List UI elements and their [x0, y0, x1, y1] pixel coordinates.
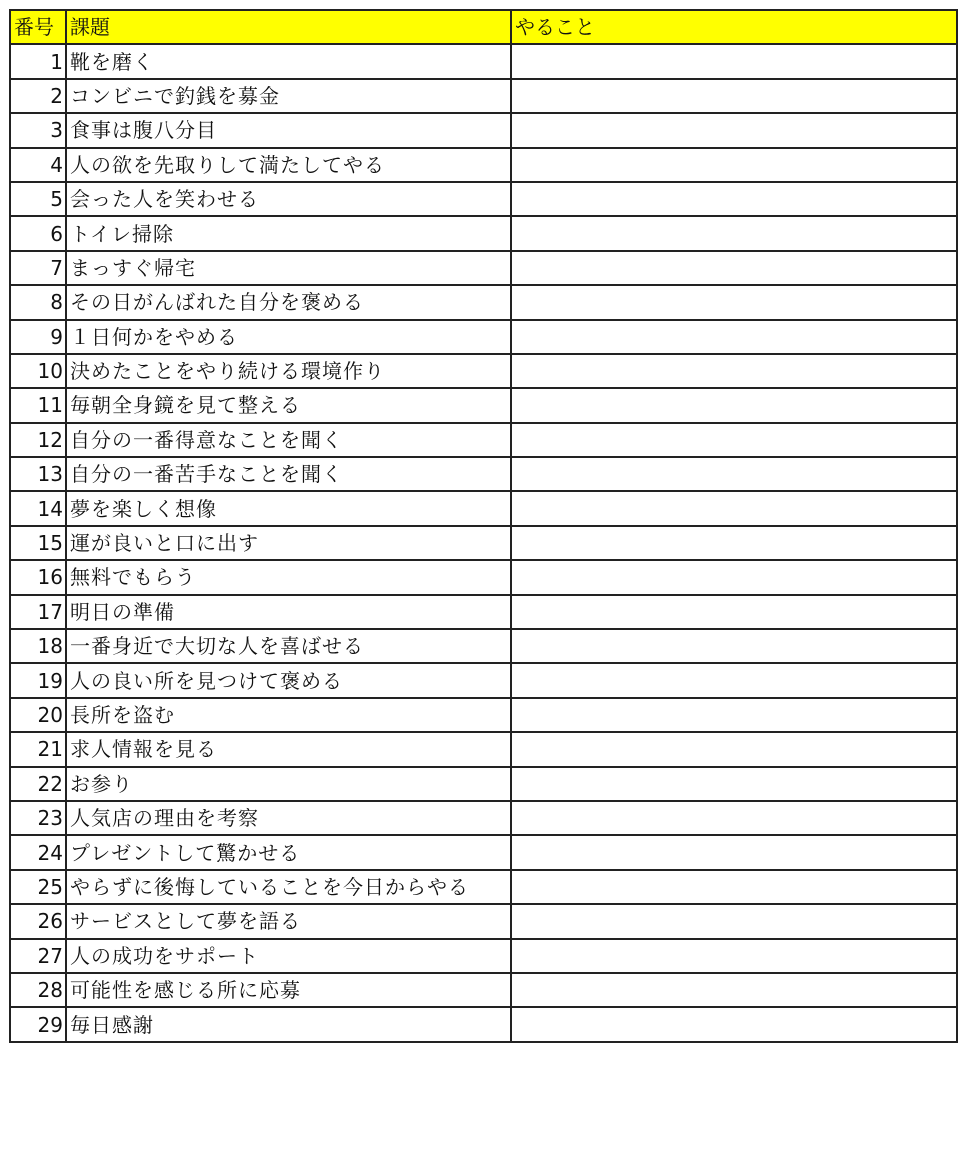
row-number-cell[interactable]: 9 [10, 320, 66, 354]
todo-cell[interactable] [511, 457, 957, 491]
table-row [10, 354, 957, 388]
row-number-cell[interactable]: 27 [10, 939, 66, 973]
table-row [10, 423, 957, 457]
todo-cell[interactable] [511, 354, 957, 388]
table-header [10, 10, 957, 44]
task-cell[interactable]: 長所を盗む [66, 698, 511, 732]
row-number-cell[interactable]: 12 [10, 423, 66, 457]
table-row [10, 1007, 957, 1041]
row-number-cell[interactable]: 11 [10, 388, 66, 422]
table-row [10, 216, 957, 250]
todo-cell[interactable] [511, 491, 957, 525]
table-row [10, 767, 957, 801]
table-row [10, 79, 957, 113]
task-cell[interactable]: サービスとして夢を語る [66, 904, 511, 938]
row-number-cell[interactable]: 2 [10, 79, 66, 113]
row-number-cell[interactable]: 6 [10, 216, 66, 250]
task-cell[interactable]: 人の成功をサポート [66, 939, 511, 973]
table-row [10, 595, 957, 629]
table-row [10, 560, 957, 594]
task-cell[interactable]: 無料でもらう [66, 560, 511, 594]
row-number-cell[interactable]: 20 [10, 698, 66, 732]
row-number-cell[interactable]: 1 [10, 44, 66, 78]
task-cell[interactable]: 毎朝全身鏡を見て整える [66, 388, 511, 422]
row-number-cell[interactable]: 23 [10, 801, 66, 835]
table-row [10, 663, 957, 697]
task-sheet [9, 9, 958, 1043]
task-cell[interactable]: １日何かをやめる [66, 320, 511, 354]
todo-cell[interactable] [511, 732, 957, 766]
todo-cell[interactable] [511, 182, 957, 216]
todo-cell[interactable] [511, 1007, 957, 1041]
table-row [10, 870, 957, 904]
table-row [10, 113, 957, 147]
table-body [10, 44, 957, 1041]
task-cell[interactable]: 自分の一番苦手なことを聞く [66, 457, 511, 491]
todo-cell[interactable] [511, 44, 957, 78]
table-row [10, 285, 957, 319]
task-cell[interactable]: 一番身近で大切な人を喜ばせる [66, 629, 511, 663]
table-row [10, 44, 957, 78]
task-cell[interactable]: 明日の準備 [66, 595, 511, 629]
task-cell[interactable]: まっすぐ帰宅 [66, 251, 511, 285]
row-number-cell[interactable]: 16 [10, 560, 66, 594]
todo-cell[interactable] [511, 216, 957, 250]
task-cell[interactable]: コンビニで釣銭を募金 [66, 79, 511, 113]
todo-cell[interactable] [511, 423, 957, 457]
header-row [10, 10, 957, 44]
todo-cell[interactable] [511, 939, 957, 973]
todo-cell[interactable] [511, 663, 957, 697]
task-cell[interactable]: 求人情報を見る [66, 732, 511, 766]
table-row [10, 251, 957, 285]
table-row [10, 939, 957, 973]
task-cell[interactable]: 人の欲を先取りして満たしてやる [66, 148, 511, 182]
table-row [10, 148, 957, 182]
row-number-cell[interactable]: 7 [10, 251, 66, 285]
task-cell[interactable]: 人の良い所を見つけて褒める [66, 663, 511, 697]
task-cell[interactable]: 運が良いと口に出す [66, 526, 511, 560]
todo-cell[interactable] [511, 629, 957, 663]
row-number-cell[interactable]: 22 [10, 767, 66, 801]
row-number-cell[interactable]: 25 [10, 870, 66, 904]
todo-cell[interactable] [511, 973, 957, 1007]
todo-cell[interactable] [511, 904, 957, 938]
table-row [10, 698, 957, 732]
table-row [10, 457, 957, 491]
row-number-cell[interactable]: 3 [10, 113, 66, 147]
task-cell[interactable]: 食事は腹八分目 [66, 113, 511, 147]
task-cell[interactable]: プレゼントして驚かせる [66, 835, 511, 869]
todo-cell[interactable] [511, 698, 957, 732]
todo-cell[interactable] [511, 560, 957, 594]
table-row [10, 801, 957, 835]
task-cell[interactable]: 靴を磨く [66, 44, 511, 78]
task-cell[interactable]: 自分の一番得意なことを聞く [66, 423, 511, 457]
header-task[interactable]: 課題 [66, 10, 511, 44]
row-number-cell[interactable]: 13 [10, 457, 66, 491]
row-number-cell[interactable]: 10 [10, 354, 66, 388]
row-number-cell[interactable]: 19 [10, 663, 66, 697]
todo-cell[interactable] [511, 113, 957, 147]
table-row [10, 904, 957, 938]
row-number-cell[interactable]: 21 [10, 732, 66, 766]
row-number-cell[interactable]: 14 [10, 491, 66, 525]
row-number-cell[interactable]: 24 [10, 835, 66, 869]
todo-cell[interactable] [511, 767, 957, 801]
table-row [10, 629, 957, 663]
todo-cell[interactable] [511, 251, 957, 285]
row-number-cell[interactable]: 28 [10, 973, 66, 1007]
todo-cell[interactable] [511, 870, 957, 904]
todo-cell[interactable] [511, 526, 957, 560]
table-row [10, 835, 957, 869]
row-number-cell[interactable]: 26 [10, 904, 66, 938]
row-number-cell[interactable]: 8 [10, 285, 66, 319]
task-cell[interactable]: 人気店の理由を考察 [66, 801, 511, 835]
table-row [10, 491, 957, 525]
row-number-cell[interactable]: 17 [10, 595, 66, 629]
todo-cell[interactable] [511, 801, 957, 835]
header-number[interactable]: 番号 [10, 10, 66, 44]
todo-cell[interactable] [511, 285, 957, 319]
todo-cell[interactable] [511, 79, 957, 113]
task-cell[interactable]: 毎日感謝 [66, 1007, 511, 1041]
todo-cell[interactable] [511, 148, 957, 182]
task-cell[interactable]: 可能性を感じる所に応募 [66, 973, 511, 1007]
task-cell[interactable]: お参り [66, 767, 511, 801]
task-cell[interactable]: 決めたことをやり続ける環境作り [66, 354, 511, 388]
table-row [10, 732, 957, 766]
task-table [9, 9, 958, 1043]
table-row [10, 526, 957, 560]
task-cell[interactable]: その日がんばれた自分を褒める [66, 285, 511, 319]
task-cell[interactable]: トイレ掃除 [66, 216, 511, 250]
row-number-cell[interactable]: 29 [10, 1007, 66, 1041]
header-todo[interactable]: やること [511, 10, 957, 44]
todo-cell[interactable] [511, 595, 957, 629]
task-cell[interactable]: やらずに後悔していることを今日からやる [66, 870, 511, 904]
todo-cell[interactable] [511, 388, 957, 422]
table-row [10, 973, 957, 1007]
row-number-cell[interactable]: 4 [10, 148, 66, 182]
table-row [10, 182, 957, 216]
task-cell[interactable]: 夢を楽しく想像 [66, 491, 511, 525]
table-row [10, 388, 957, 422]
table-row [10, 320, 957, 354]
task-cell[interactable]: 会った人を笑わせる [66, 182, 511, 216]
row-number-cell[interactable]: 15 [10, 526, 66, 560]
row-number-cell[interactable]: 5 [10, 182, 66, 216]
todo-cell[interactable] [511, 320, 957, 354]
row-number-cell[interactable]: 18 [10, 629, 66, 663]
todo-cell[interactable] [511, 835, 957, 869]
